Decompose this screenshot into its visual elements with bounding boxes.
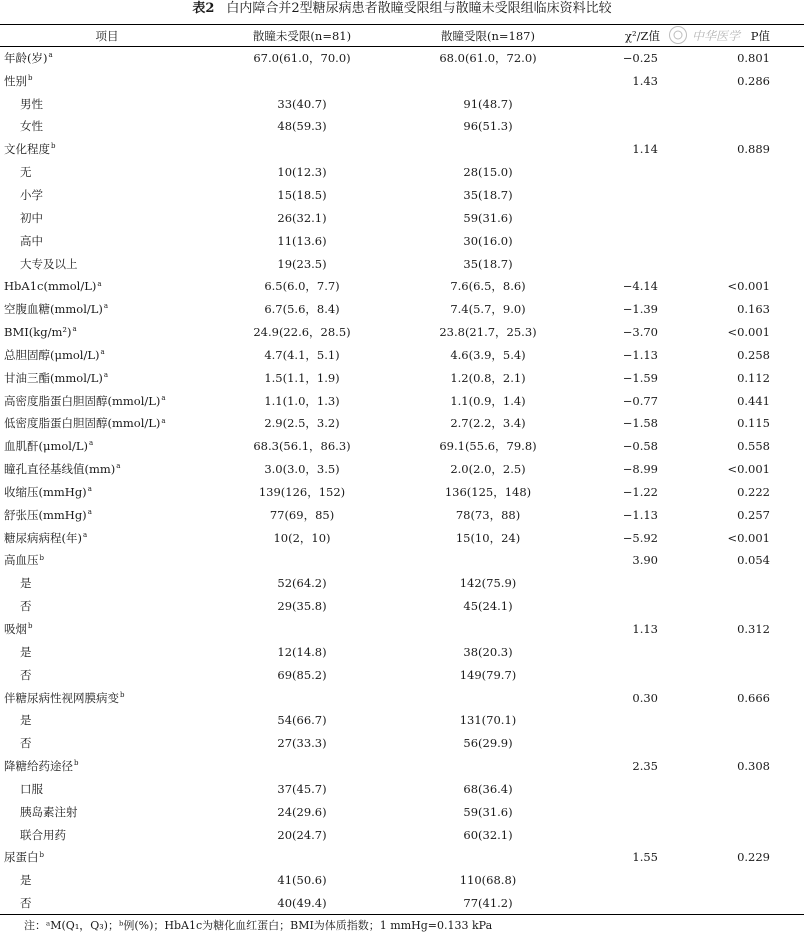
row-label	[0, 869, 214, 892]
row-label-text: 收缩压(mmHg)	[4, 484, 87, 499]
cell-statistic	[586, 778, 666, 801]
cell-unrestricted: 3.0(3.0，3.5)	[264, 462, 340, 477]
cell-restricted: 136(125，148)	[444, 484, 532, 499]
table-row	[0, 298, 804, 321]
row-label-text: 伴糖尿病性视网膜病变	[4, 690, 119, 705]
cell-statistic	[586, 206, 666, 229]
row-label-text: 是	[20, 873, 32, 888]
footnote-mark: a	[161, 416, 166, 425]
row-label-text: 文化程度	[4, 142, 50, 157]
row-label	[0, 892, 214, 915]
cell-unrestricted: 15(18.5)	[277, 187, 327, 202]
row-label	[0, 184, 214, 207]
row-label-text: 吸烟	[4, 622, 27, 637]
cell-statistic: −8.99	[622, 462, 658, 477]
cell-unrestricted: 52(64.2)	[277, 576, 327, 591]
table-row	[0, 252, 804, 275]
row-label	[0, 138, 214, 161]
row-label-text: 血肌酐(μmol/L)	[4, 439, 88, 454]
cell-statistic	[586, 595, 666, 618]
table-footnote: 注：ᵃM(Q₁，Q₃)；ᵇ例(%)；HbA1c为糖化血红蛋白；BMI为体质指数；1 mmHg=0.133 kPa	[24, 919, 493, 932]
cell-p-value: 0.112	[737, 370, 770, 385]
cell-p-value: <0.001	[727, 530, 770, 545]
row-label-text: HbA1c(mmol/L)	[4, 279, 97, 294]
cell-unrestricted: 139(126，152)	[258, 484, 346, 499]
cell-restricted: 4.6(3.9，5.4)	[450, 347, 526, 362]
row-label-text: 是	[20, 713, 32, 728]
footnote-mark: a	[48, 51, 53, 60]
cell-restricted: 131(70.1)	[459, 713, 517, 728]
row-label-text: 否	[20, 667, 32, 682]
cell-p-value: 0.257	[737, 507, 770, 522]
cell-statistic: 0.30	[632, 690, 658, 705]
row-label-text: 低密度脂蛋白胆固醇(mmol/L)	[4, 416, 161, 431]
cell-statistic: 1.55	[632, 850, 658, 865]
table-number: 表2	[192, 1, 215, 16]
table-row	[0, 640, 804, 663]
cell-restricted: 23.8(21.7，25.3)	[439, 325, 537, 340]
cell-p-value: 0.286	[737, 73, 770, 88]
cell-unrestricted: 37(45.7)	[277, 781, 327, 796]
row-label-text: 大专及以上	[20, 256, 78, 271]
row-label	[0, 69, 214, 92]
cell-statistic: −1.22	[622, 484, 658, 499]
row-label	[0, 481, 214, 504]
cell-unrestricted: 4.7(4.1，5.1)	[264, 347, 340, 362]
cell-p-value	[666, 869, 804, 892]
row-label	[0, 343, 214, 366]
row-label-text: 是	[20, 644, 32, 659]
table-row	[0, 709, 804, 732]
cell-p-value	[666, 252, 804, 275]
cell-p-value: 0.308	[737, 759, 770, 774]
cell-statistic: −1.13	[622, 347, 658, 362]
table-row	[0, 755, 804, 778]
cell-statistic	[586, 800, 666, 823]
cell-p-value	[666, 229, 804, 252]
cell-unrestricted	[214, 686, 390, 709]
footnote-mark: a	[103, 370, 109, 379]
row-label	[0, 412, 214, 435]
cell-p-value: <0.001	[727, 279, 770, 294]
table-row	[0, 458, 804, 481]
table-row	[0, 275, 804, 298]
cell-p-value: 0.889	[737, 142, 770, 157]
cell-restricted: 56(29.9)	[463, 736, 513, 751]
cell-statistic	[586, 252, 666, 275]
table-row	[0, 47, 804, 70]
row-label	[0, 435, 214, 458]
table-row	[0, 526, 804, 549]
cell-p-value	[666, 663, 804, 686]
row-label-text: 高中	[20, 233, 43, 248]
table-row	[0, 732, 804, 755]
cell-restricted	[390, 138, 586, 161]
cell-statistic	[586, 732, 666, 755]
cell-statistic	[586, 709, 666, 732]
row-label-text: 年龄(岁)	[4, 51, 48, 66]
footnote-mark: a	[88, 439, 94, 448]
clinical-data-table	[0, 24, 804, 915]
cell-restricted: 2.7(2.2，3.4)	[450, 416, 526, 431]
header-restricted: 散瞳受限(n=187)	[390, 25, 586, 47]
row-label-text: 是	[20, 576, 32, 591]
cell-p-value	[666, 800, 804, 823]
cell-restricted	[390, 686, 586, 709]
cell-restricted: 110(68.8)	[459, 873, 517, 888]
cell-statistic	[586, 869, 666, 892]
cell-restricted: 15(10，24)	[455, 530, 521, 545]
cell-statistic: −0.25	[622, 51, 658, 66]
table-row	[0, 572, 804, 595]
cell-statistic: −1.59	[622, 370, 658, 385]
row-label	[0, 229, 214, 252]
cell-unrestricted: 10(12.3)	[277, 165, 327, 180]
cell-restricted	[390, 846, 586, 869]
cell-p-value: 0.163	[737, 302, 770, 317]
cell-p-value	[666, 892, 804, 915]
row-label	[0, 549, 214, 572]
cell-unrestricted: 33(40.7)	[277, 96, 327, 111]
cell-restricted: 38(20.3)	[463, 644, 513, 659]
cell-p-value	[666, 161, 804, 184]
row-label	[0, 595, 214, 618]
cell-unrestricted: 19(23.5)	[277, 256, 327, 271]
header-p-value: P值	[666, 25, 804, 47]
cell-p-value: 0.222	[737, 484, 770, 499]
cell-statistic	[586, 161, 666, 184]
row-label-text: 联合用药	[20, 827, 66, 842]
footnote-mark: a	[161, 393, 166, 402]
row-label-text: 高血压	[4, 553, 39, 568]
cell-restricted: 59(31.6)	[463, 210, 513, 225]
cell-restricted: 7.4(5.7，9.0)	[450, 302, 526, 317]
cell-restricted	[390, 69, 586, 92]
cell-p-value: 0.441	[737, 393, 770, 408]
cell-unrestricted: 10(2，10)	[273, 530, 331, 545]
table-title	[0, 0, 804, 22]
row-label-text: 舒张压(mmHg)	[4, 507, 87, 522]
cell-p-value: <0.001	[727, 325, 770, 340]
cell-statistic	[586, 572, 666, 595]
footnote-mark: a	[103, 302, 109, 311]
cell-statistic: 1.13	[632, 622, 658, 637]
row-label-text: 糖尿病病程(年)	[4, 530, 82, 545]
cell-unrestricted	[214, 846, 390, 869]
footnote-mark: a	[97, 279, 102, 288]
table-header-row	[0, 25, 804, 47]
table-row	[0, 343, 804, 366]
row-label-text: 男性	[20, 96, 43, 111]
cell-statistic	[586, 92, 666, 115]
cell-unrestricted	[214, 69, 390, 92]
footnote-mark: a	[72, 325, 77, 334]
cell-statistic: −1.13	[622, 507, 658, 522]
cell-unrestricted: 69(85.2)	[277, 667, 327, 682]
cell-statistic: 2.35	[632, 759, 658, 774]
row-label	[0, 846, 214, 869]
cell-statistic: −0.77	[622, 393, 658, 408]
row-label-text: 否	[20, 736, 32, 751]
footnote-mark: b	[39, 850, 44, 859]
row-label	[0, 275, 214, 298]
row-label	[0, 206, 214, 229]
cell-p-value	[666, 572, 804, 595]
row-label	[0, 115, 214, 138]
cell-unrestricted: 11(13.6)	[277, 233, 327, 248]
row-label-text: 降糖给药途径	[4, 759, 73, 774]
row-label-text: 小学	[20, 187, 43, 202]
table-row	[0, 412, 804, 435]
cell-restricted	[390, 755, 586, 778]
row-label	[0, 663, 214, 686]
cell-restricted: 69.1(55.6，79.8)	[439, 439, 537, 454]
cell-restricted: 77(41.2)	[390, 892, 586, 915]
row-label	[0, 321, 214, 344]
row-label	[0, 800, 214, 823]
cell-restricted: 2.0(2.0，2.5)	[450, 462, 526, 477]
table-row	[0, 366, 804, 389]
table-row	[0, 206, 804, 229]
cell-statistic: −5.92	[622, 530, 658, 545]
row-label-text: 尿蛋白	[4, 850, 39, 865]
cell-statistic	[586, 184, 666, 207]
table-row	[0, 823, 804, 846]
table-row	[0, 663, 804, 686]
row-label-text: 甘油三酯(mmol/L)	[4, 370, 103, 385]
table-body	[0, 47, 804, 915]
cell-unrestricted: 40(49.4)	[214, 892, 390, 915]
cell-unrestricted: 77(69，85)	[269, 507, 335, 522]
cell-statistic: −1.39	[622, 302, 658, 317]
table-row	[0, 618, 804, 641]
cell-p-value	[666, 778, 804, 801]
row-label	[0, 755, 214, 778]
table-row	[0, 69, 804, 92]
cell-p-value	[666, 92, 804, 115]
cell-unrestricted	[214, 138, 390, 161]
table-row	[0, 435, 804, 458]
table-row	[0, 503, 804, 526]
table-row	[0, 229, 804, 252]
row-label	[0, 458, 214, 481]
table-row	[0, 138, 804, 161]
cell-unrestricted	[214, 549, 390, 572]
cell-unrestricted	[214, 618, 390, 641]
cell-restricted: 28(15.0)	[463, 165, 513, 180]
row-label-text: 否	[20, 599, 32, 614]
cell-unrestricted: 2.9(2.5，3.2)	[264, 416, 340, 431]
row-label	[0, 618, 214, 641]
cell-unrestricted: 1.1(1.0，1.3)	[264, 393, 340, 408]
cell-unrestricted: 41(50.6)	[277, 873, 327, 888]
cell-unrestricted: 1.5(1.1，1.9)	[264, 370, 340, 385]
cell-unrestricted: 6.5(6.0，7.7)	[264, 279, 340, 294]
cell-statistic: −1.58	[622, 416, 658, 431]
cell-p-value: 0.801	[737, 51, 770, 66]
cell-restricted: 68(36.4)	[463, 781, 513, 796]
table-row	[0, 892, 804, 915]
cell-statistic: 1.43	[632, 73, 658, 88]
header-item: 项目	[0, 25, 214, 47]
table-row	[0, 778, 804, 801]
cell-p-value	[666, 732, 804, 755]
cell-restricted: 142(75.9)	[459, 576, 517, 591]
table-row	[0, 869, 804, 892]
cell-restricted: 78(73，88)	[455, 507, 521, 522]
cell-unrestricted: 68.3(56.1，86.3)	[253, 439, 351, 454]
cell-restricted: 96(51.3)	[463, 119, 513, 134]
row-label-text: 瞳孔直径基线值(mm)	[4, 462, 116, 477]
row-label-text: 女性	[20, 119, 43, 134]
row-label-text: BMI(kg/m²)	[4, 325, 72, 340]
header-unrestricted: 散瞳未受限(n=81)	[214, 25, 390, 47]
row-label	[0, 366, 214, 389]
row-label	[0, 161, 214, 184]
table-title-text: 白内障合并2型糖尿病患者散瞳受限组与散瞳未受限组临床资料比较	[226, 1, 612, 16]
table-row	[0, 481, 804, 504]
cell-restricted	[390, 618, 586, 641]
row-label	[0, 686, 214, 709]
cell-restricted: 91(48.7)	[463, 96, 513, 111]
cell-p-value: 0.115	[737, 416, 770, 431]
row-label-text: 无	[20, 165, 32, 180]
row-label	[0, 709, 214, 732]
row-label	[0, 823, 214, 846]
row-label	[0, 640, 214, 663]
table-row	[0, 184, 804, 207]
cell-statistic	[586, 115, 666, 138]
footnote-mark: b	[120, 690, 125, 699]
cell-p-value	[666, 184, 804, 207]
table-row	[0, 115, 804, 138]
cell-statistic: −3.70	[622, 325, 658, 340]
row-label-text: 口服	[20, 781, 43, 796]
table-row	[0, 161, 804, 184]
cell-restricted: 149(79.7)	[459, 667, 517, 682]
cell-unrestricted: 54(66.7)	[277, 713, 327, 728]
footnote-mark: b	[28, 73, 33, 82]
cell-statistic	[586, 892, 666, 915]
row-label-text: 高密度脂蛋白胆固醇(mmol/L)	[4, 393, 161, 408]
row-label	[0, 92, 214, 115]
footnote-mark: a	[100, 348, 105, 357]
table-row	[0, 800, 804, 823]
table-row	[0, 389, 804, 412]
table-row	[0, 846, 804, 869]
cell-p-value: 0.229	[737, 850, 770, 865]
table-row	[0, 686, 804, 709]
cell-unrestricted: 24.9(22.6，28.5)	[253, 325, 351, 340]
cell-unrestricted	[214, 755, 390, 778]
cell-statistic: 1.14	[632, 142, 658, 157]
cell-unrestricted: 24(29.6)	[277, 804, 327, 819]
row-label	[0, 732, 214, 755]
table-row	[0, 321, 804, 344]
footnote-mark: b	[28, 622, 33, 631]
cell-restricted: 35(18.7)	[463, 256, 513, 271]
row-label	[0, 252, 214, 275]
row-label	[0, 298, 214, 321]
row-label	[0, 503, 214, 526]
cell-unrestricted: 67.0(61.0，70.0)	[253, 51, 351, 66]
cell-restricted: 1.2(0.8，2.1)	[450, 370, 526, 385]
row-label-text: 空腹血糖(mmol/L)	[4, 302, 103, 317]
cell-restricted: 68.0(61.0，72.0)	[439, 51, 537, 66]
cell-restricted: 45(24.1)	[463, 599, 513, 614]
row-label-text: 否	[20, 895, 32, 910]
footnote-mark: a	[87, 507, 92, 516]
footnote-mark: a	[87, 485, 92, 494]
header-statistic: χ²/Z值	[586, 25, 666, 47]
cell-statistic	[586, 823, 666, 846]
row-label	[0, 389, 214, 412]
table-row	[0, 595, 804, 618]
cell-p-value	[666, 595, 804, 618]
cell-p-value: 0.258	[737, 347, 770, 362]
cell-restricted: 35(18.7)	[463, 187, 513, 202]
watermark-text: 中华医学	[692, 28, 741, 43]
row-label	[0, 572, 214, 595]
cell-statistic: −4.14	[622, 279, 658, 294]
cell-p-value	[666, 709, 804, 732]
footnote-mark: a	[82, 530, 88, 539]
footnote-mark: b	[51, 142, 56, 151]
cell-restricted: 60(32.1)	[463, 827, 513, 842]
row-label-text: 性别	[4, 73, 27, 88]
cell-statistic	[586, 640, 666, 663]
table-row	[0, 92, 804, 115]
table-row	[0, 549, 804, 572]
cell-statistic: 3.90	[632, 553, 658, 568]
cell-statistic	[586, 663, 666, 686]
row-label	[0, 526, 214, 549]
cell-p-value: 0.558	[737, 439, 770, 454]
cell-statistic: −0.58	[622, 439, 658, 454]
row-label	[0, 778, 214, 801]
cell-p-value	[666, 640, 804, 663]
cell-p-value	[666, 206, 804, 229]
row-label	[0, 47, 214, 70]
cell-unrestricted: 20(24.7)	[277, 827, 327, 842]
cell-unrestricted: 12(14.8)	[277, 644, 327, 659]
cell-p-value: 0.666	[737, 690, 770, 705]
cell-unrestricted: 6.7(5.6，8.4)	[264, 302, 340, 317]
cell-p-value	[666, 823, 804, 846]
cell-restricted	[390, 549, 586, 572]
row-label-text: 初中	[20, 210, 43, 225]
row-label-text: 胰岛素注射	[20, 804, 78, 819]
cell-unrestricted: 27(33.3)	[277, 736, 327, 751]
footnote-mark: b	[74, 759, 79, 768]
cell-p-value: 0.312	[737, 622, 770, 637]
cell-restricted: 7.6(6.5，8.6)	[450, 279, 526, 294]
footnote-mark: b	[39, 553, 44, 562]
row-label-text: 总胆固醇(μmol/L)	[4, 347, 100, 362]
cell-unrestricted: 26(32.1)	[277, 210, 327, 225]
cell-restricted: 30(16.0)	[463, 233, 513, 248]
cell-p-value: 0.054	[737, 553, 770, 568]
cell-p-value: <0.001	[727, 462, 770, 477]
footnote-mark: a	[116, 462, 121, 471]
cell-unrestricted: 29(35.8)	[277, 599, 327, 614]
cell-unrestricted: 48(59.3)	[277, 119, 327, 134]
cell-restricted: 59(31.6)	[463, 804, 513, 819]
cell-p-value	[666, 115, 804, 138]
cell-restricted: 1.1(0.9，1.4)	[450, 393, 526, 408]
cell-statistic	[586, 229, 666, 252]
